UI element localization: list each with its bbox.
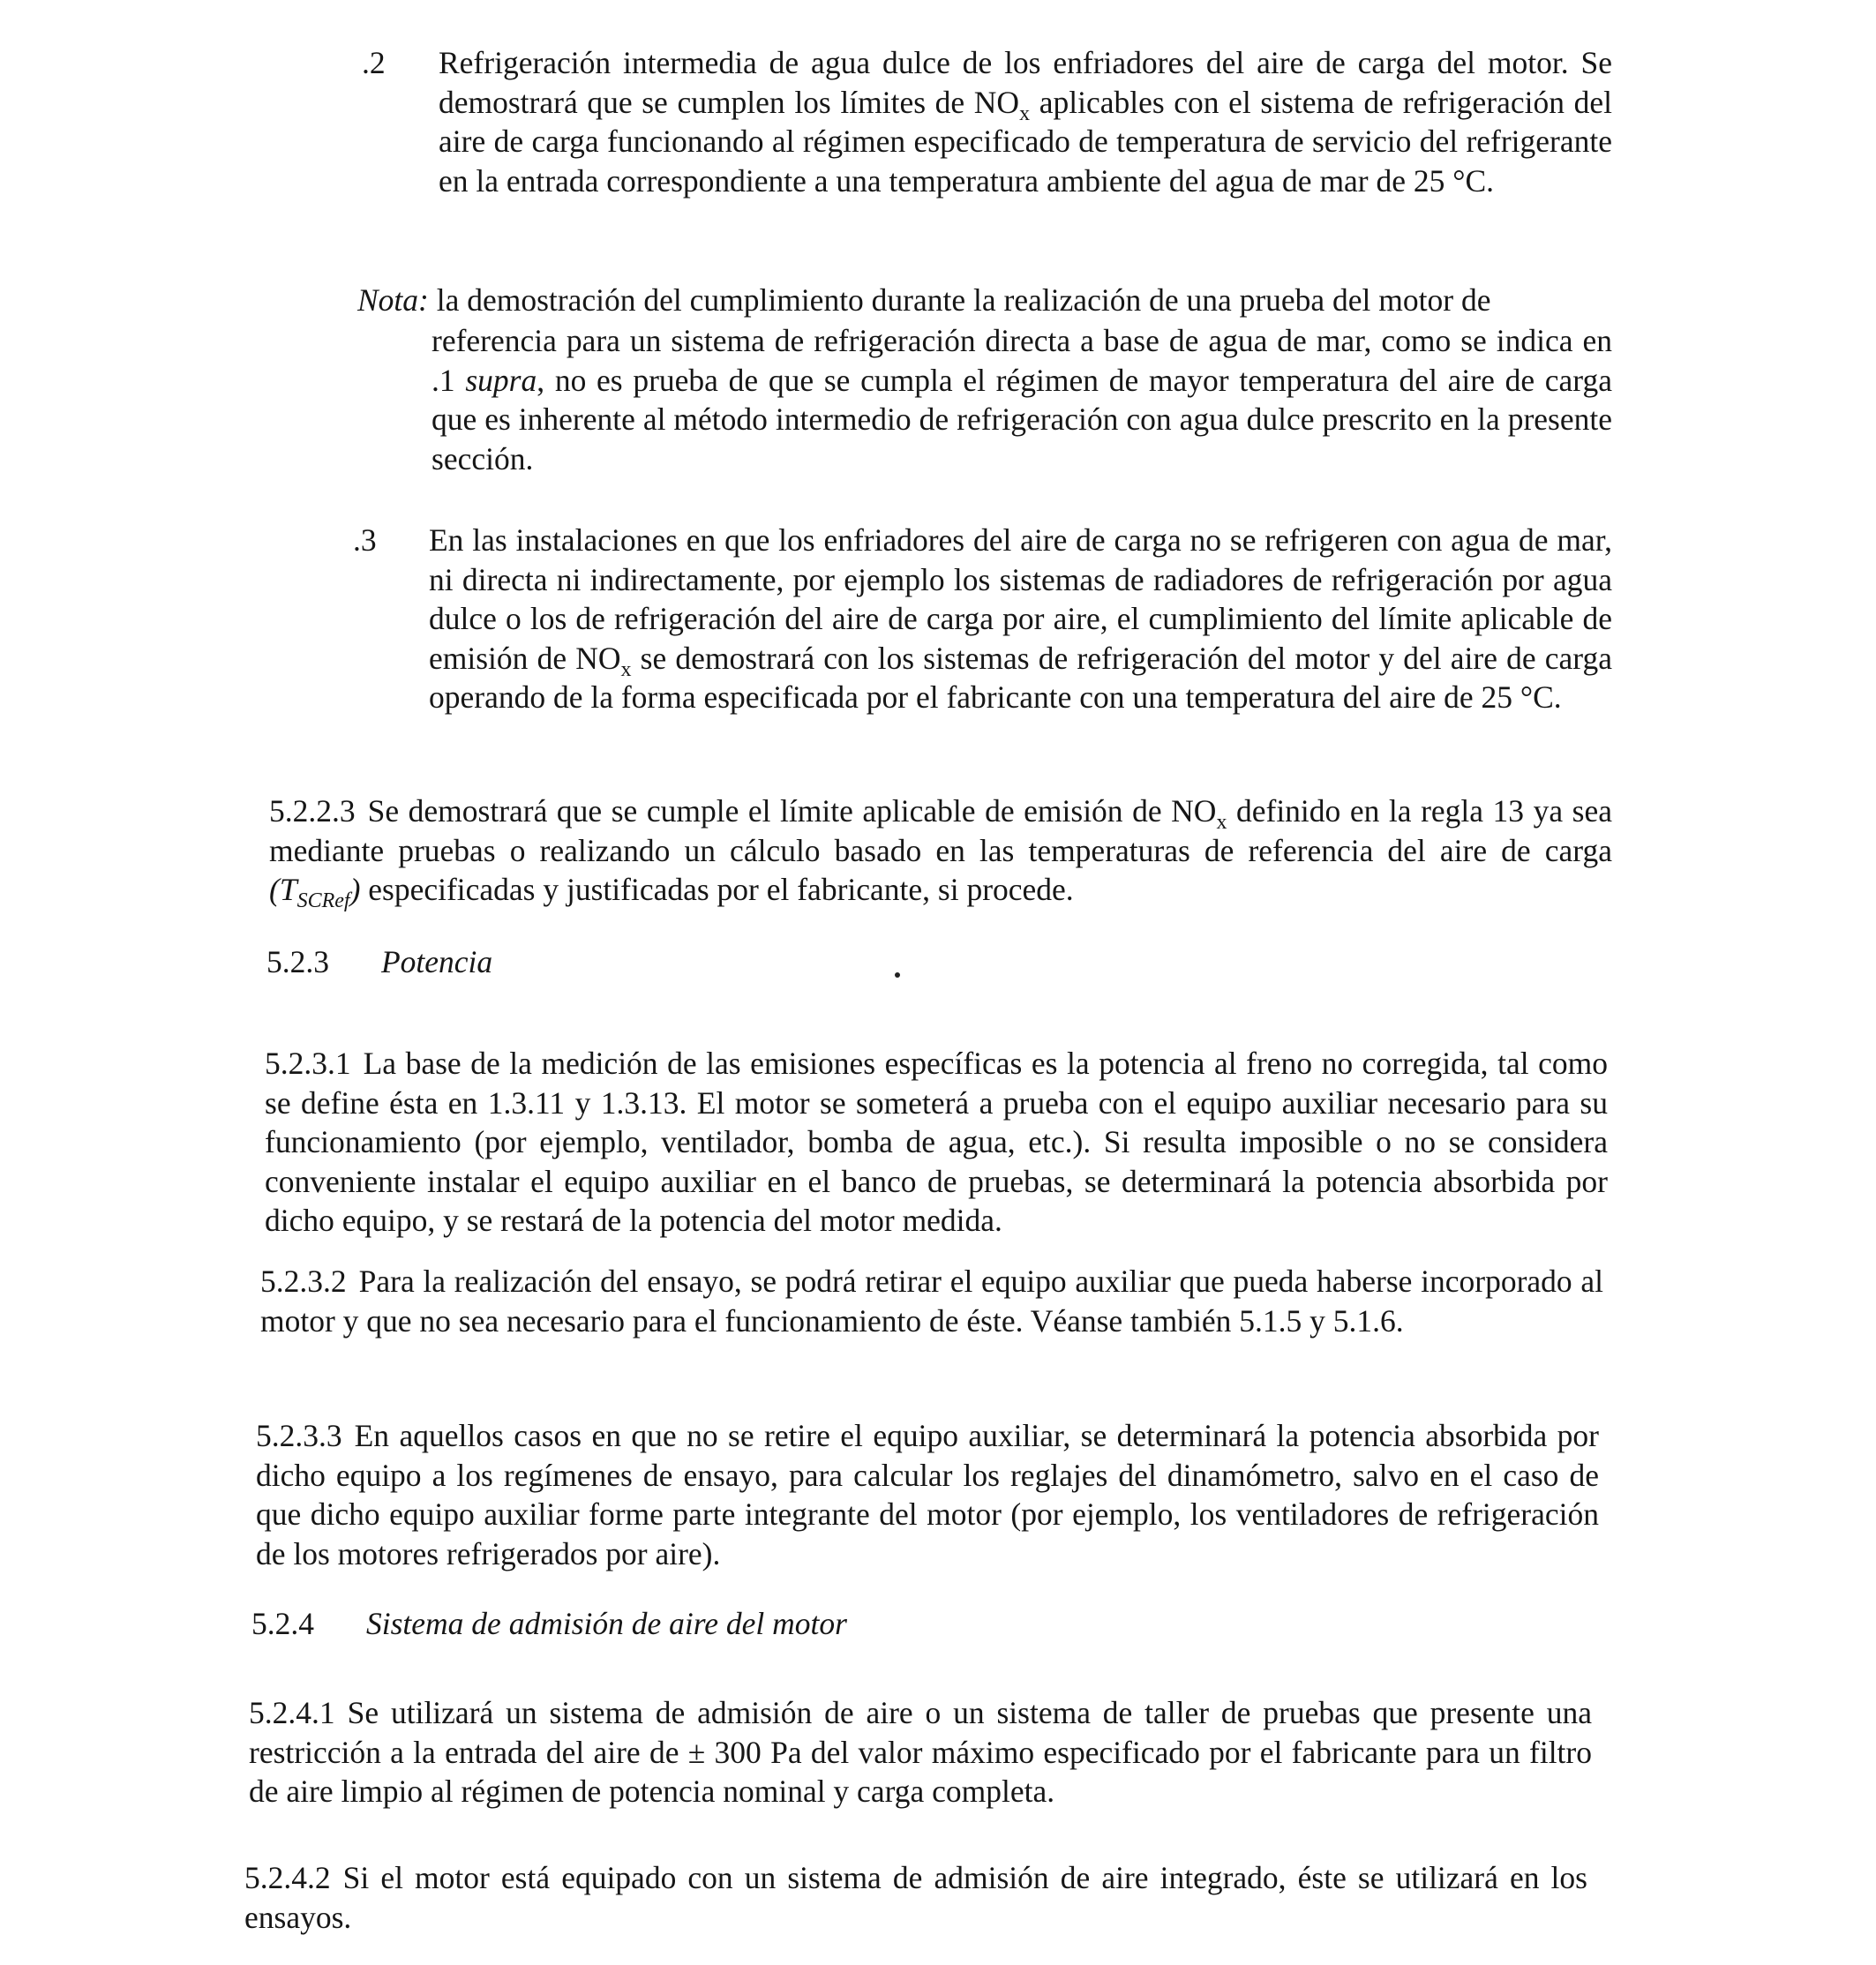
paragraph-5-2-2-3 [269,791,1612,913]
paragraph-number: 5.2.3.3 [256,1418,342,1453]
paragraph-number: 5.2.2.3 [269,793,356,829]
paragraph-number: 5.2.3.2 [260,1264,347,1299]
section-heading [251,1604,847,1644]
heading-number: 5.2.4 [251,1606,314,1641]
paragraph-5-2-3-3 [256,1416,1599,1573]
note-label: Nota: [357,282,429,318]
paragraph-5-2-3-2 [260,1262,1603,1340]
paragraph-5-2-3-1 [265,1044,1608,1241]
paragraph-text: La base de la medición de las emisiones específicas es la potencia al freno no corregida, tal como se define ésta en 1.3.11 y 1.3.13. El motor se someterá a prueba con el equipo auxiliar necesario para su funcionamiento (por ejemplo, ventilador, bomba de agua, etc.). Si resulta imposible o no se considera conveniente instalar el equipo auxiliar en el banco de pruebas, se determinará la potencia absorbida por dicho equipo, y se restará de la potencia del motor medida. [265,1046,1608,1238]
paragraph-text: Para la realización del ensayo, se podrá retirar el equipo auxiliar que pueda haberse incorporado al motor y que no sea necesario para el funcionamiento de éste. Véanse también 5.1.5 y 5.1.6. [260,1264,1603,1339]
speck [895,972,900,978]
paragraph-text: Si el motor está equipado con un sistema de admisión de aire integrado, éste se utilizará en los ensayos. [244,1860,1587,1935]
paragraph-5-2-4-2 [244,1858,1587,1937]
heading-number: 5.2.3 [266,944,329,979]
item-text: Refrigeración intermedia de agua dulce de los enfriadores del aire de carga del motor. Se demostrará que se cumplen los límites de $NO_x$ aplicables con el sistema de refrigeración del aire de carga funcionando al régimen especificado de temperatura de servicio del refrigerante en la entrada correspondiente a una temperatura ambiente del agua de mar de 25 °C. [439,45,1612,199]
paragraph-text: Se utilizará un sistema de admisión de aire o un sistema de taller de pruebas que presente una restricción a la entrada del aire de ± 300 Pa del valor máximo especificado por el fabricante para un filtro de aire limpio al régimen de potencia nominal y carga completa. [249,1695,1592,1809]
note [357,281,1612,320]
item-number: .2 [362,45,386,80]
item-text: En las instalaciones en que los enfriadores del aire de carga no se refrigeren con agua de mar, ni directa ni indirectamente, por ejemplo los sistemas de radiadores de refrigeración por agua dulce o los de refrigeración del aire de carga por aire, el cumplimiento del límite aplicable de emisión de $NO_x$ se demostrará con los sistemas de refrigeración del motor y del aire de carga operando de la forma especificada por el fabricante con una temperatura del aire de 25 °C. [429,522,1612,715]
section-heading [266,942,492,982]
paragraph-number: 5.2.4.2 [244,1860,331,1895]
note-text: referencia para un sistema de refrigeración directa a base de agua de mar, como se indica en .1 supra, no es prueba de que se cumpla el régimen de mayor temperatura del aire de carga que es inherente al método intermedio de refrigeración con agua dulce prescrito en la presente sección. [431,323,1612,476]
item-number: .3 [353,522,377,558]
paragraph-number: 5.2.3.1 [265,1046,351,1081]
paragraph-text: Se demostrará que se cumple el límite aplicable de emisión de $NO_x$ definido en la regla 13 ya sea mediante pruebas o realizando un cálculo basado en las temperaturas de referencia del aire de carga $(T_{SCRef})$ especificadas y justificadas por el fabricante, si procede. [269,793,1612,913]
paragraph-text: En aquellos casos en que no se retire el equipo auxiliar, se determinará la potencia absorbida por dicho equipo a los regímenes de ensayo, para calcular los reglajes del dinamómetro, salvo en el caso de que dicho equipo auxiliar forme parte integrante del motor (por ejemplo, los ventiladores de refrigeración de los motores refrigerados por aire). [256,1418,1599,1571]
paragraph-number: 5.2.4.1 [249,1695,335,1730]
heading-title: Sistema de admisión de aire del motor [366,1606,847,1641]
heading-title: Potencia [381,944,493,979]
note-first-line: la demostración del cumplimiento durante la realización de una prueba del motor de [436,282,1491,318]
paragraph-5-2-4-1 [249,1693,1592,1811]
